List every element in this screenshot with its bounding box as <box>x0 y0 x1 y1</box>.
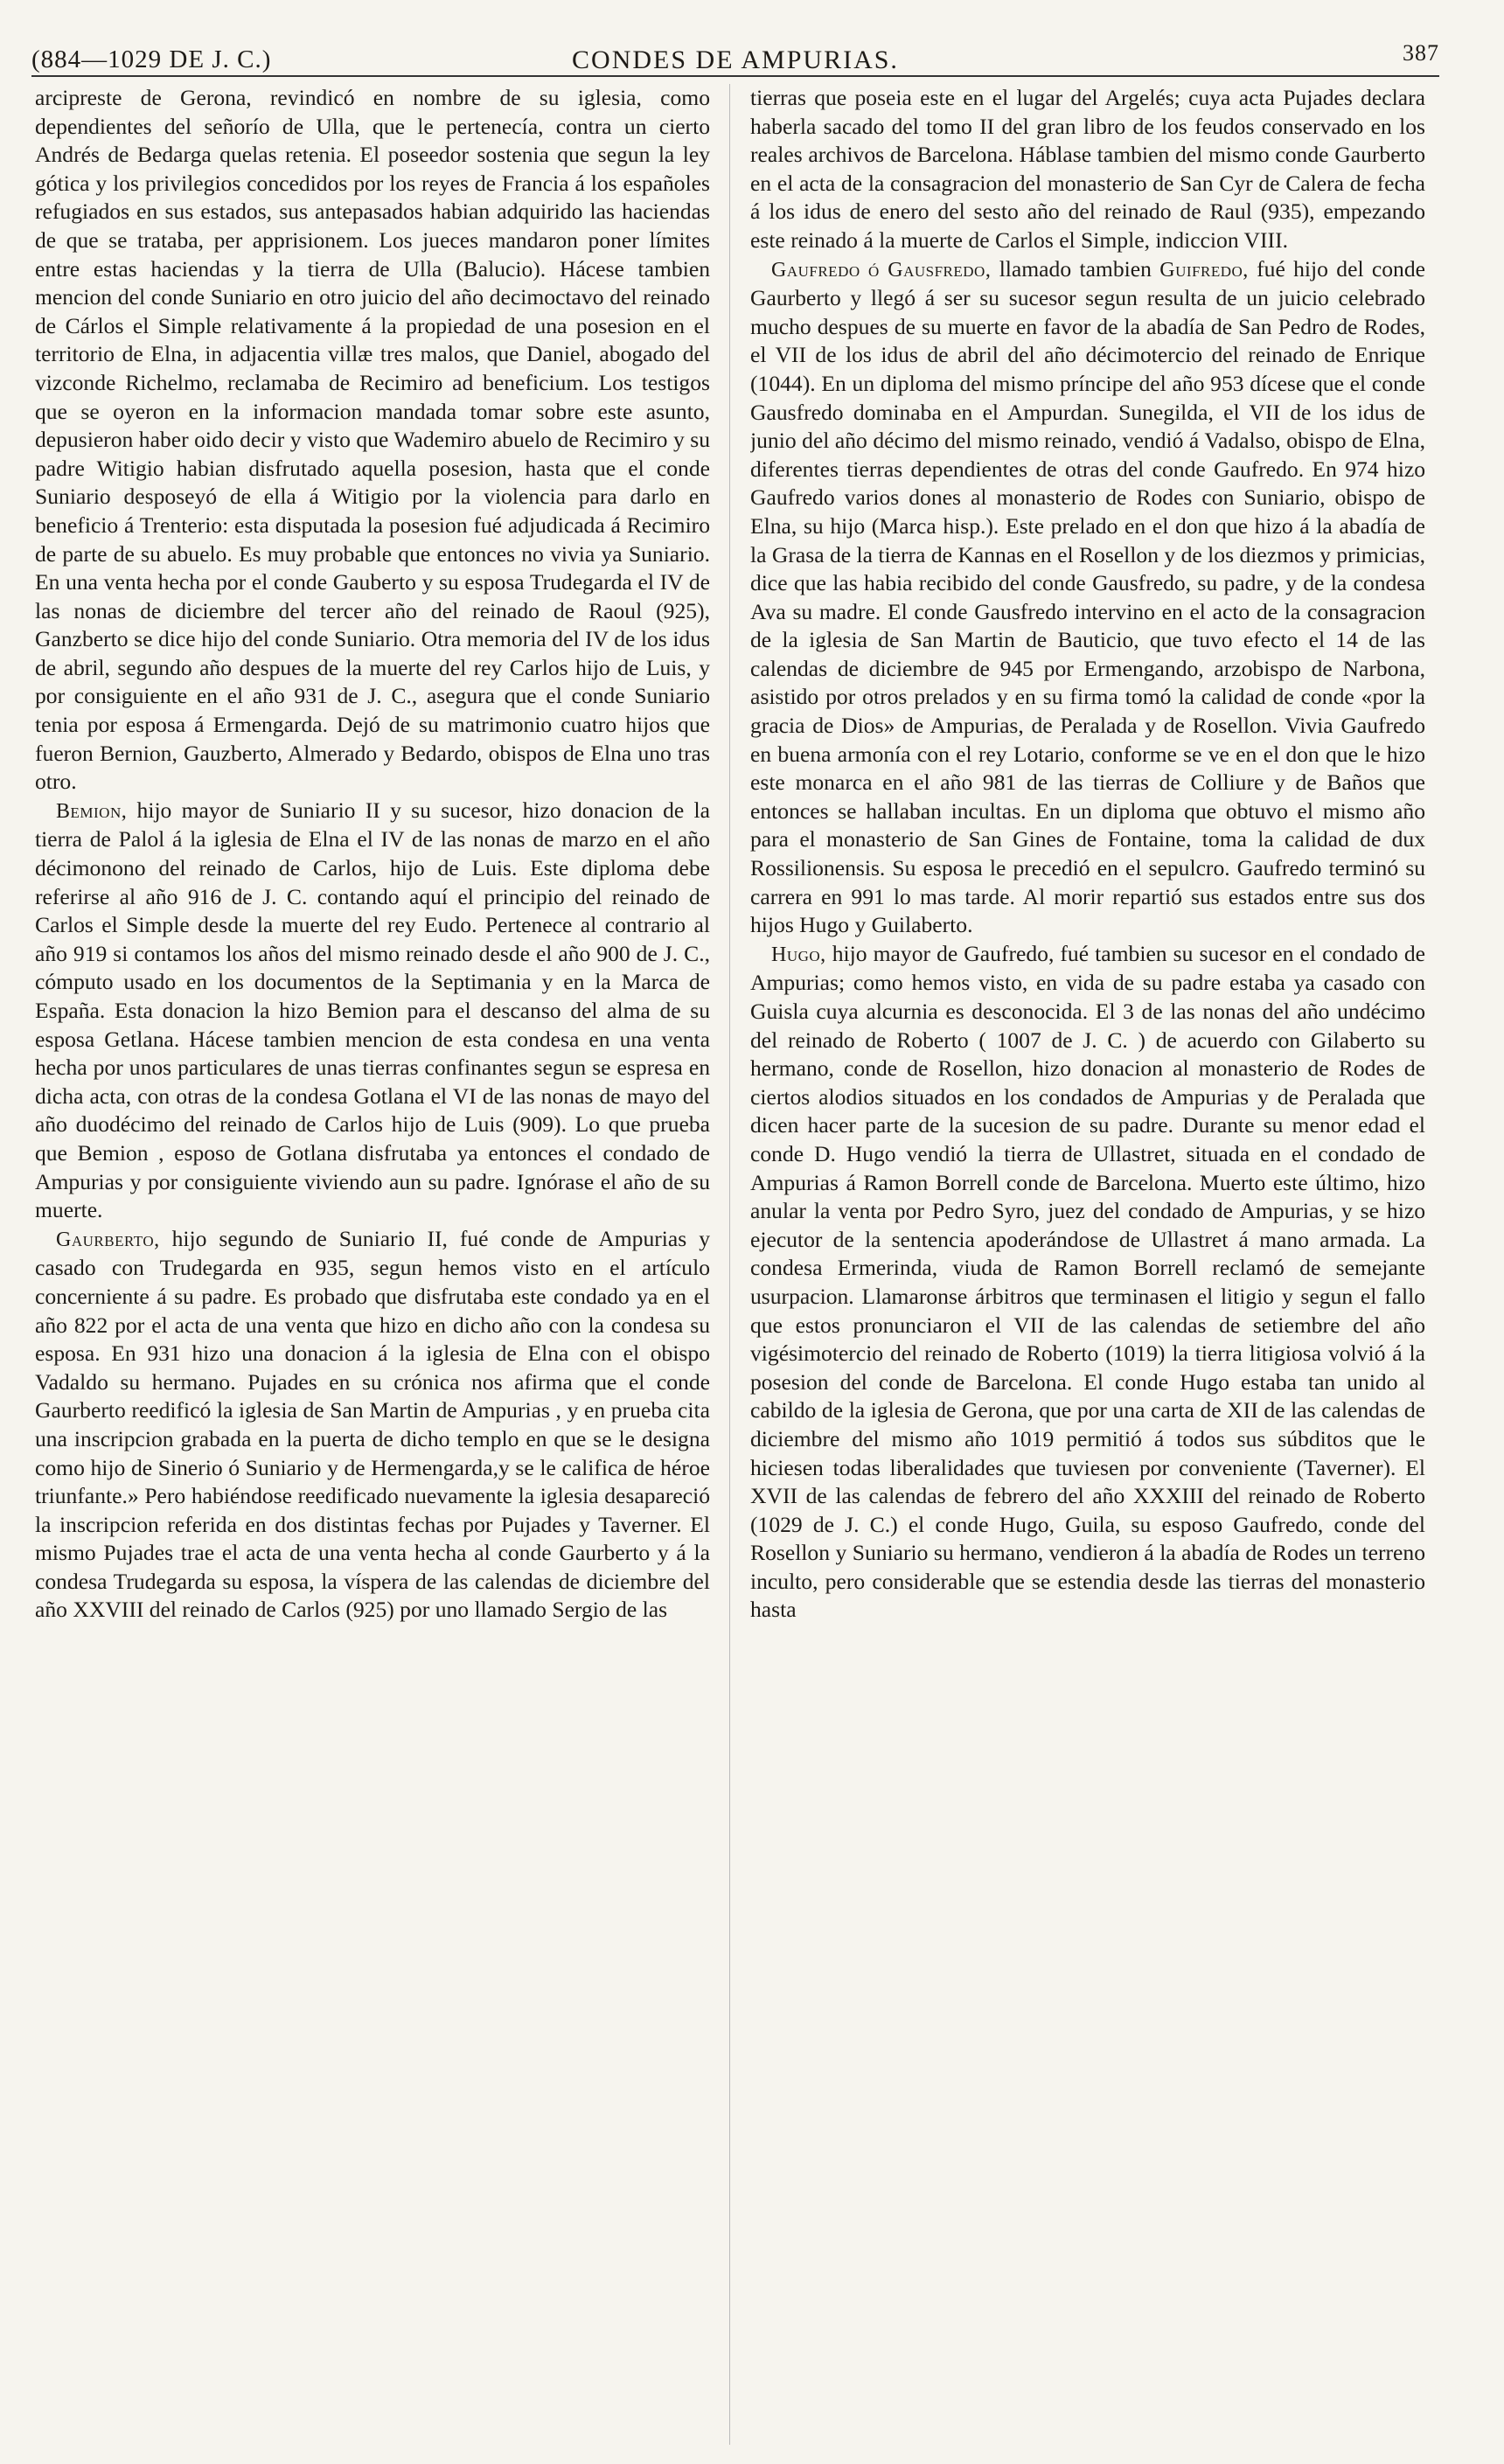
text-bemion: hijo mayor de Suniario II y su sucesor, hizo donacion de la tierra de Palol á la iglesia de Elna el IV de las nonas de marzo en el año décimonono del reinado de Carlos, hijo de Luis. Este diploma debe referirse al año 916 de J. C. contando aquí el principio del reinado de Carlos el Simple desde la muerte del rey Eudo. Pertenece al contrario al año 919 si contamos los años del mismo reinado desde el año 900 de J. C., cómputo usado en los documentos de la Septimania y en la Marca de España. Esta donacion la hizo Bemion para el descanso del alma de su esposa Getlana. Hácese tambien mencion de esta condesa en una venta hecha por unos particulares de unas tierras confinantes segun se espresa en dicha acta, con otras de la condesa Gotlana el VI de las nonas de mayo del año duodécimo del reinado de Carlos hijo de Luis (909). Lo que prueba que Bemion , esposo de Gotlana disfrutaba ya entonces el condado de Ampurias y por consiguiente viviendo aun su padre. Ignórase el año de su muerte. <box>35 797 710 1223</box>
text-gaurberto: hijo segundo de Suniario II, fué conde de Ampurias y casado con Trudegarda en 935, segun hemos visto en el artículo concerniente á su padre. Es probado que disfrutaba este condado ya en el año 822 por el acta de una venta que hizo en dicho año con la condesa su esposa. En 931 hizo una donacion á la iglesia de Elna con el obispo Vadaldo su hermano. Pujades en su crónica nos afirma que el conde Gaurberto reedificó la iglesia de San Martin de Ampurias , y en prueba cita una inscripcion grabada en la puerta de dicho templo en que se le designa como hijo de Sinerio ó Suniario y de Hermengarda,y se le califica de héroe triunfante.» Pero habiéndose reedificado nuevamente la iglesia desapareció la inscripcion referida en dos distintas fechas por Pujades y Taverner. El mismo Pujades trae el acta de una venta hecha al conde Gaurberto y á la condesa Trudegarda su esposa, la víspera de las calendas de diciembre del año XXVIII del reinado de Carlos (925) por uno llamado Sergio de las <box>35 1225 710 1623</box>
paragraph-gaurberto <box>35 1225 710 1625</box>
paragraph-bemion <box>35 797 710 1225</box>
header-date-range: (884—1029 DE J. C.) <box>31 45 272 73</box>
column-gutter <box>729 84 730 2445</box>
lead-gaufredo: Gaufredo ó Gausfredo, <box>771 258 992 282</box>
lead-hugo: Hugo, <box>771 943 826 966</box>
text-gaufredo-mid: llamado tambien <box>999 255 1152 282</box>
paragraph-gaufredo <box>750 255 1425 940</box>
text-hugo: hijo mayor de Gaufredo, fué tambien su sucesor en el condado de Ampurias; como hemos visto, en vida de su padre estaba ya casado con Guisla cuya alcurnia es desconocida. El 3 de las nonas del año undécimo del reinado de Roberto ( 1007 de J. C. ) de acuerdo con Gilaberto su hermano, conde de Rosellon, hizo donacion al monasterio de Rodes de ciertos alodios situados en los condados de Ampurias y de Peralada que dicen hacer parte de la sucesion de su padre. Durante su menor edad el conde D. Hugo vendió la tierra de Ullastret, situada en el condado de Ampurias á Ramon Borrell conde de Barcelona. Muerto este último, hizo anular la venta por Pedro Syro, juez del condado de Ampurias, y se hizo ejecutor de la sentencia apoderándose de Ullastret á mano armada. La condesa Ermerinda, viuda de Ramon Borrell reclamó de semejante usurpacion. Llamaronse árbitros que terminasen el litigio y segun el fallo que estos pronunciaron el VII de las calendas de setiembre del año vigésimotercio del reinado de Roberto (1019) la tierra litigiosa volvió á la posesion del conde de Barcelona. El conde Hugo estaba tan unido al cabildo de la iglesia de Gerona, que por una carta de XII de las calendas de diciembre del mismo año 1019 permitió á todos sus súbditos que le hiciesen todas liberalidades que tuviesen por conveniente (Taverner). El XVII de las calendas de febrero del año XXXIII del reinado de Roberto (1029 de J. C.) el conde Hugo, Guila, su esposo Gaufredo, conde del Rosellon y Suniario su hermano, vendieron á la abadía de Rodes un terreno inculto, pero considerable que se estendia desde las tierras del monasterio hasta <box>750 940 1425 1623</box>
page-number: 387 <box>1403 40 1439 66</box>
running-header <box>31 40 1439 84</box>
lead-gaurberto: Gaurberto, <box>56 1228 160 1251</box>
lead-bemion: Bemion, <box>56 799 128 823</box>
lead-guifredo: Guifredo, <box>1159 258 1249 282</box>
text-gaufredo: fué hijo del conde Gaurberto y llegó á ser su sucesor segun resulta de un juicio celebrado mucho despues de su muerte en favor de la abadía de San Pedro de Rodes, el VII de los idus de abril del año décimotercio del reinado de Enrique (1044). En un diploma del mismo príncipe del año 953 dícese que el conde Gausfredo dominaba en el Ampurdan. Sunegilda, el VII de los idus de junio del año décimo del mismo reinado, vendió á Vadalso, obispo de Elna, diferentes tierras dependientes de otras del conde Gaufredo. En 974 hizo Gaufredo varios dones al monasterio de Rodes con Suniario, obispo de Elna, su hijo (Marca hisp.). Este prelado en el don que hizo á la abadía de la Grasa de la tierra de Kannas en el Rosellon y de los diezmos y primicias, dice que las habia recibido del conde Gausfredo, su padre, y de la condesa Ava su madre. El conde Gausfredo intervino en el acto de la consagracion de la iglesia de San Martin de Bauticio, que tuvo efecto el 14 de las calendas de diciembre de 945 por Ermengando, arzobispo de Narbona, asistido por otros prelados y en su firma tomó la calidad de conde «por la gracia de Dios» de Ampurias, de Peralada y de Rosellon. Vivia Gaufredo en buena armonía con el rey Lotario, conforme se ve en el don que le hizo este monarca en el año 981 de las tierras de Colliure y de Baños que entonces se hallaban incultas. En un diploma que obtuvo el mismo año para el monasterio de San Gines de Fontaine, toma la calidad de dux Rossilionensis. Su esposa le precedió en el sepulcro. Gaufredo terminó su carrera en 991 lo mas tarde. Al morir repartió sus estados entre sus dos hijos Hugo y Guilaberto. <box>750 255 1425 938</box>
right-column <box>750 84 1425 2445</box>
paragraph-suniario-cont: arcipreste de Gerona, revindicó en nombre de su iglesia, como dependientes del señorío de Ulla, que le pertenecía, contra un cierto Andrés de Bedarga quelas retenia. El poseedor sostenia que segun la ley gótica y los privilegios concedidos por los reyes de Francia á los españoles refugiados en sus estados, sus antepasados habian adquirido las haciendas de que se trataba, per apprisionem. Los jueces mandaron poner límites entre estas haciendas y la tierra de Ulla (Balucio). Hácese tambien mencion del conde Suniario en otro juicio del año decimoctavo del reinado de Cárlos el Simple relativamente á la propiedad de una posesion en el territorio de Elna, in adjacentia villæ tres malos, que Daniel, abogado del vizconde Richelmo, reclamaba de Recimiro ad beneficium. Los testigos que se oyeron en la informacion mandada tomar sobre este asunto, depusieron haber oido decir y visto que Wademiro abuelo de Recimiro y su padre Witigio habian disfrutado aquella posesion, hasta que el conde Suniario desposeyó de ella á Witigio por la violencia para darlo en beneficio á Trenterio: esta disputada la posesion fué adjudicada á Recimiro de parte de su abuelo. Es muy probable que entonces no vivia ya Suniario. En una venta hecha por el conde Gauberto y su esposa Trudegarda el IV de las nonas de diciembre del tercer año del reinado de Raoul (925), Ganzberto se dice hijo del conde Suniario. Otra memoria del IV de los idus de abril, segundo año despues de la muerte del rey Carlos hijo de Luis, y por consiguiente en el año 931 de J. C., asegura que el conde Suniario tenia por esposa á Ermengarda. Dejó de su matrimonio cuatro hijos que fueron Bernion, Gauzberto, Almerado y Bedardo, obispos de Elna uno tras otro. <box>35 85 710 795</box>
paragraph-gaurberto-cont: tierras que poseia este en el lugar del Argelés; cuya acta Pujades declara haberla sacado del tomo II del gran libro de los feudos conservado en los reales archivos de Barcelona. Háblase tambien del mismo conde Gaurberto en el acta de la consagracion del monasterio de San Cyr de Calera de fecha á los idus de enero del sesto año del reinado de Raul (935), empezando este reinado á la muerte de Carlos el Simple, indiccion VIII. <box>750 85 1425 253</box>
paragraph-hugo <box>750 940 1425 1625</box>
header-rule <box>31 75 1439 77</box>
left-column <box>35 84 710 2445</box>
header-title: CONDES DE AMPURIAS. <box>572 45 899 74</box>
